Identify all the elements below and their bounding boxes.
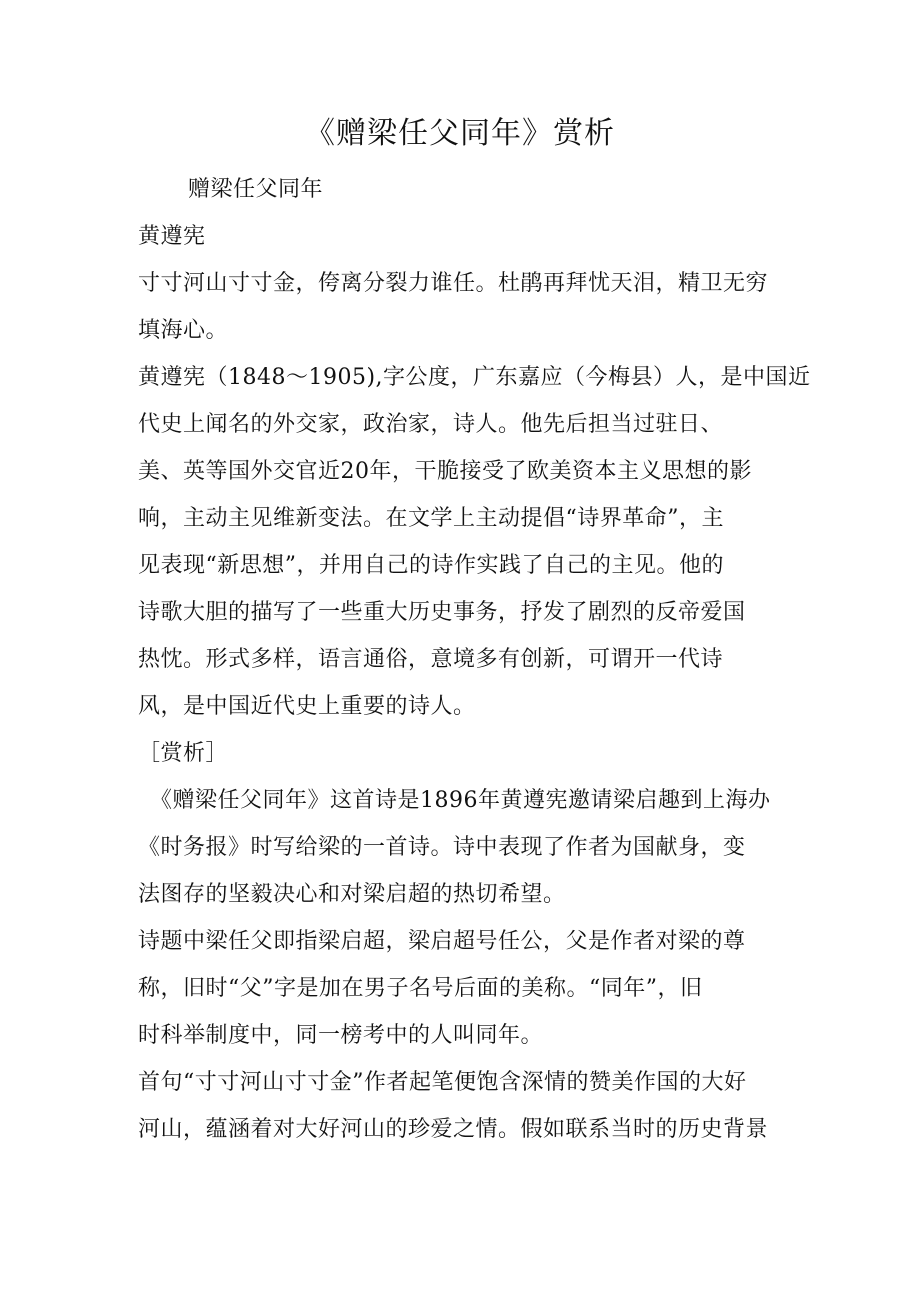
analysis-heading: ［赏析］ bbox=[138, 741, 229, 766]
author-bio-line: 美、英等国外交官近20年，干脆接受了欧美资本主义思想的影 bbox=[138, 459, 752, 484]
analysis-line: 首句“寸寸河山寸寸金”作者起笔便饱含深情的赞美作国的大好 bbox=[138, 1070, 747, 1095]
author-bio-line: 代史上闻名的外交家，政治家，诗人。他先后担当过驻日、 bbox=[138, 412, 724, 437]
author-bio-line: 见表现“新思想”，并用自己的诗作实践了自己的主见。他的 bbox=[138, 553, 724, 578]
author-bio-line: 风，是中国近代史上重要的诗人。 bbox=[138, 694, 476, 719]
author-bio-line: 热忱。形式多样，语言通俗，意境多有创新，可谓开一代诗 bbox=[138, 647, 724, 672]
author-bio-line: 响，主动主见维新变法。在文学上主动提倡“诗界革命”，主 bbox=[138, 506, 724, 531]
author-bio-line: 黄遵宪（1848～1905),字公度，广东嘉应（今梅县）人，是中国近 bbox=[138, 365, 811, 390]
analysis-line: 法图存的坚毅决心和对梁启超的热切希望。 bbox=[138, 882, 566, 907]
document-title: 《赠梁任父同年》赏析 bbox=[305, 116, 615, 151]
analysis-line: 《时务报》时写给梁的一首诗。诗中表现了作者为国献身，变 bbox=[138, 835, 746, 860]
analysis-line: 称，旧时“父”字是加在男子名号后面的美称。“同年”，旧 bbox=[138, 976, 703, 1001]
poem-author: 黄遵宪 bbox=[138, 224, 206, 249]
poem-title: 赠梁任父同年 bbox=[188, 177, 324, 202]
document-body bbox=[138, 166, 811, 1153]
poem-text-line: 填海心。 bbox=[138, 318, 229, 343]
analysis-line: 时科举制度中，同一榜考中的人叫同年。 bbox=[138, 1023, 544, 1048]
author-bio-line: 诗歌大胆的描写了一些重大历史事务，抒发了剧烈的反帝爱国 bbox=[138, 600, 746, 625]
poem-text-line: 寸寸河山寸寸金，侉离分裂力谁任。杜鹃再拜忧天泪，精卫无穷 bbox=[138, 271, 769, 296]
analysis-line: 诗题中梁任父即指梁启超，梁启超号任公，父是作者对梁的尊 bbox=[138, 929, 746, 954]
analysis-line: 《赠梁任父同年》这首诗是1896年黄遵宪邀请梁启趣到上海办 bbox=[150, 788, 771, 813]
analysis-line: 河山，蕴涵着对大好河山的珍爱之情。假如联系当时的历史背景 bbox=[138, 1117, 769, 1142]
